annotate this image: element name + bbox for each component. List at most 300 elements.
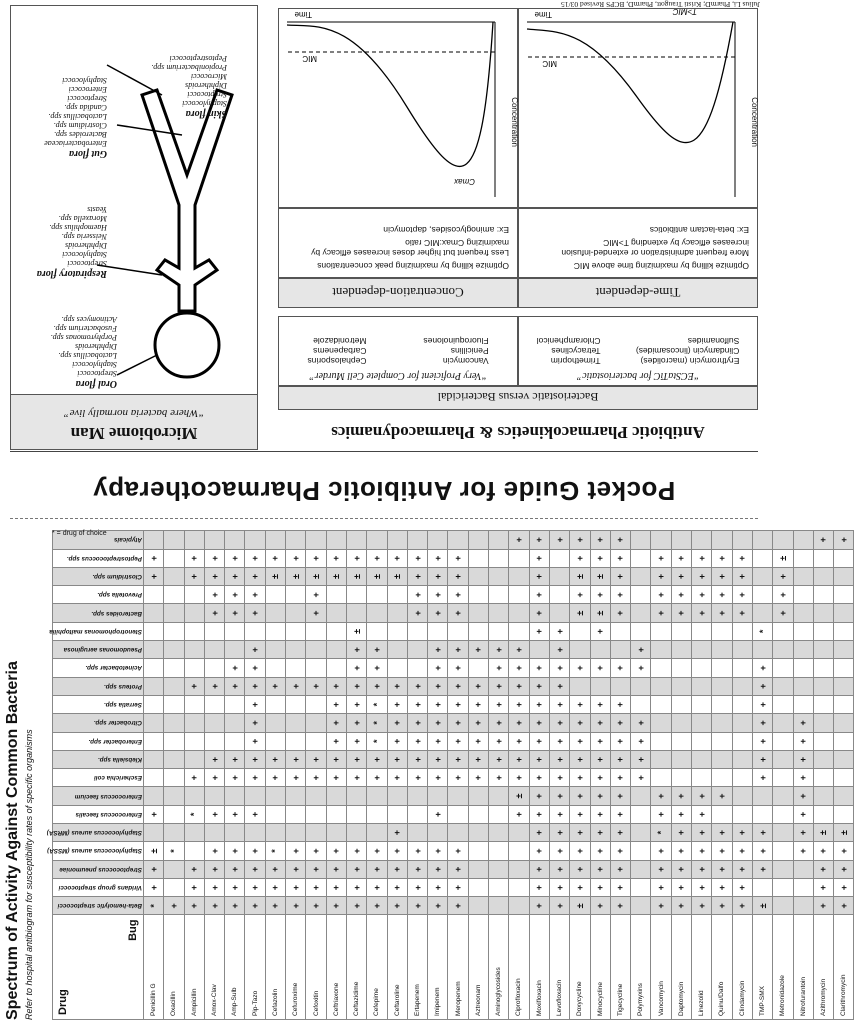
activity-cell [732, 787, 752, 805]
bug-header [46, 824, 144, 842]
activity-cell [631, 586, 651, 604]
mic-label: MIC [302, 54, 317, 63]
activity-cell [834, 695, 854, 713]
activity-cell: + [346, 549, 366, 567]
activity-cell [793, 878, 813, 896]
activity-cell [631, 549, 651, 567]
activity-cell [813, 769, 833, 787]
activity-cell: + [346, 677, 366, 695]
activity-cell: + [732, 897, 752, 915]
activity-cell [144, 677, 164, 695]
activity-cell [631, 695, 651, 713]
activity-cell: + [367, 897, 387, 915]
activity-cell [387, 787, 407, 805]
activity-cell: + [367, 641, 387, 659]
activity-cell: + [346, 659, 366, 677]
activity-cell: * [367, 732, 387, 750]
drug-name: Quinu/Dalfo [712, 915, 732, 1020]
activity-cell: + [671, 787, 691, 805]
activity-cell [834, 805, 854, 823]
concentration-dependent-header [278, 278, 518, 308]
drug-name: Ampicillin [184, 915, 204, 1020]
activity-cell: ± [570, 567, 590, 585]
activity-cell: + [448, 878, 468, 896]
drug-row [184, 531, 204, 1020]
bug-name: Viridans group streptococci [58, 884, 142, 892]
activity-cell: + [306, 897, 326, 915]
activity-cell [509, 549, 529, 567]
flora-item: Peptostreptococci [169, 54, 227, 63]
activity-cell: + [204, 604, 224, 622]
activity-cell: + [489, 641, 509, 659]
activity-cell [712, 769, 732, 787]
drug-name: Amp-Sulb [225, 915, 245, 1020]
drug-name: Linezolid [692, 915, 712, 1020]
activity-cell: + [286, 769, 306, 787]
activity-cell [509, 586, 529, 604]
activity-cell: + [651, 787, 671, 805]
activity-cell [631, 824, 651, 842]
activity-cell: + [529, 842, 549, 860]
activity-cell: + [346, 860, 366, 878]
activity-cell: + [184, 677, 204, 695]
activity-cell: + [448, 567, 468, 585]
activity-cell: + [346, 695, 366, 713]
bug-name: Enterococcus faecium [74, 792, 142, 800]
drug-name: Clarithromycin [834, 915, 854, 1020]
activity-cell [793, 604, 813, 622]
activity-cell: + [367, 750, 387, 768]
activity-cell [651, 750, 671, 768]
activity-cell [346, 824, 366, 842]
activity-cell: + [184, 769, 204, 787]
activity-cell [834, 622, 854, 640]
activity-cell [489, 897, 509, 915]
activity-cell: + [549, 878, 569, 896]
activity-cell: + [428, 695, 448, 713]
flora-title: Skin flora [185, 108, 227, 119]
activity-cell [834, 787, 854, 805]
activity-cell: + [407, 878, 427, 896]
drug-name: Meropenem [448, 915, 468, 1020]
bug-axis-label: Bug [127, 919, 139, 941]
activity-cell: + [590, 769, 610, 787]
bug-header [53, 695, 144, 713]
activity-cell: + [204, 878, 224, 896]
activity-cell [164, 677, 184, 695]
activity-cell: + [286, 897, 306, 915]
activity-cell: + [306, 549, 326, 567]
drug-name: Cefoxitin [306, 915, 326, 1020]
bug-name: Streptococcus pneumoniae [59, 865, 142, 873]
activity-cell [326, 604, 346, 622]
activity-cell: + [225, 586, 245, 604]
activity-cell: + [712, 897, 732, 915]
activity-cell [549, 549, 569, 567]
activity-cell [651, 622, 671, 640]
activity-cell [712, 659, 732, 677]
drug-name: TMP-SMX [752, 915, 772, 1020]
activity-cell [286, 805, 306, 823]
activity-cell: + [732, 842, 752, 860]
activity-cell [164, 824, 184, 842]
activity-cell: + [692, 805, 712, 823]
activity-cell: + [529, 604, 549, 622]
flora-item: Actinomyces spp. [61, 315, 117, 324]
activity-cell: + [549, 531, 569, 550]
activity-cell: + [610, 805, 630, 823]
activity-cell: + [204, 842, 224, 860]
activity-cell: + [448, 549, 468, 567]
drug-name: Vancomycin [651, 915, 671, 1020]
activity-cell [306, 659, 326, 677]
activity-cell [346, 586, 366, 604]
activity-cell: + [326, 842, 346, 860]
activity-cell [286, 659, 306, 677]
activity-cell [610, 641, 630, 659]
activity-cell [448, 805, 468, 823]
activity-cell [793, 897, 813, 915]
activity-cell: + [570, 586, 590, 604]
activity-cell [144, 586, 164, 604]
spectrum-title: Spectrum of Activity Against Common Bacteria [4, 661, 21, 1020]
activity-cell [813, 586, 833, 604]
activity-cell [773, 641, 793, 659]
activity-cell [184, 641, 204, 659]
activity-cell: + [529, 714, 549, 732]
activity-cell: + [549, 659, 569, 677]
drug-name: Oxacillin [164, 915, 184, 1020]
activity-cell [407, 622, 427, 640]
activity-cell [631, 531, 651, 550]
drug-name: Aztreonam [468, 915, 488, 1020]
activity-cell: + [529, 860, 549, 878]
activity-cell [813, 714, 833, 732]
activity-cell: + [225, 750, 245, 768]
drug-name: Tigecycline [610, 915, 630, 1020]
activity-cell: + [813, 897, 833, 915]
activity-cell: + [671, 878, 691, 896]
microbiome-title: Microbiome Man [70, 424, 198, 443]
activity-cell: + [610, 549, 630, 567]
activity-cell: + [164, 897, 184, 915]
activity-cell: + [509, 732, 529, 750]
bullet: More frequent administration or extended-infusion increases efficacy by extending T>MIC [561, 238, 749, 258]
activity-cell: + [306, 750, 326, 768]
activity-cell [225, 531, 245, 550]
drug-name: Penicillin G [144, 915, 164, 1020]
activity-cell: + [610, 842, 630, 860]
activity-cell [813, 695, 833, 713]
activity-cell: + [428, 897, 448, 915]
activity-cell [732, 769, 752, 787]
activity-cell: + [428, 860, 448, 878]
activity-cell [671, 659, 691, 677]
activity-cell [245, 787, 265, 805]
activity-cell: + [793, 769, 813, 787]
activity-cell [164, 750, 184, 768]
activity-cell [712, 695, 732, 713]
activity-cell: + [144, 549, 164, 567]
activity-cell: + [407, 695, 427, 713]
activity-cell: + [692, 824, 712, 842]
activity-cell [509, 604, 529, 622]
activity-cell [773, 824, 793, 842]
time-label: Time [294, 10, 312, 19]
activity-cell: + [407, 567, 427, 585]
activity-cell: + [610, 659, 630, 677]
drug-name: Azithromycin [813, 915, 833, 1020]
activity-cell [346, 531, 366, 550]
activity-cell [732, 531, 752, 550]
time-dependent-title: Time-dependent [595, 285, 681, 300]
drug-row [752, 531, 772, 1020]
activity-cell: + [448, 860, 468, 878]
activity-cell [813, 567, 833, 585]
activity-cell: + [326, 695, 346, 713]
drug-row [671, 531, 691, 1020]
activity-cell: + [326, 714, 346, 732]
static-drug: Tetracyclines [551, 346, 601, 356]
activity-cell: + [773, 586, 793, 604]
activity-cell: + [529, 695, 549, 713]
drug-name: Metronidazole [773, 915, 793, 1020]
activity-cell [489, 586, 509, 604]
activity-cell: + [549, 641, 569, 659]
activity-cell [265, 787, 285, 805]
activity-cell [204, 622, 224, 640]
activity-cell: + [306, 677, 326, 695]
bug-header [53, 878, 144, 896]
activity-cell: + [529, 805, 549, 823]
activity-cell [245, 824, 265, 842]
activity-cell: + [793, 750, 813, 768]
activity-cell [610, 677, 630, 695]
activity-cell: + [468, 695, 488, 713]
flora-item: Haemophilus spp. [49, 223, 107, 232]
activity-cell [773, 860, 793, 878]
activity-cell [489, 787, 509, 805]
activity-cell: + [549, 842, 569, 860]
activity-cell: + [346, 732, 366, 750]
drug-row [387, 531, 407, 1020]
activity-cell: + [204, 769, 224, 787]
activity-cell [184, 714, 204, 732]
activity-cell: + [509, 769, 529, 787]
bug-name: Escherichia coli [94, 774, 142, 782]
activity-cell: + [570, 805, 590, 823]
activity-cell: + [489, 769, 509, 787]
pkpd-section [278, 5, 758, 450]
activity-cell [813, 659, 833, 677]
cidal-drug: Metronidazole [313, 336, 367, 346]
activity-cell [692, 732, 712, 750]
activity-cell [265, 586, 285, 604]
activity-cell: + [245, 549, 265, 567]
activity-cell [509, 860, 529, 878]
pointer-arrow [117, 355, 157, 375]
activity-cell: + [367, 878, 387, 896]
drug-name: Moxifloxacin [529, 915, 549, 1020]
activity-cell [204, 732, 224, 750]
activity-cell: + [834, 842, 854, 860]
activity-cell [184, 750, 204, 768]
flora-item: Enterobacteriaceae [44, 139, 107, 148]
activity-cell: + [225, 549, 245, 567]
activity-cell: + [631, 769, 651, 787]
activity-cell: + [428, 714, 448, 732]
flora-item: Diphtheroids [65, 241, 107, 250]
activity-cell [204, 695, 224, 713]
activity-cell: + [468, 714, 488, 732]
activity-cell: + [346, 769, 366, 787]
activity-cell [448, 622, 468, 640]
activity-cell [286, 695, 306, 713]
drug-name: Ertapenem [407, 915, 427, 1020]
activity-cell [164, 695, 184, 713]
concentration-dependent-title: Concentration-dependent [332, 285, 464, 300]
activity-cell [286, 531, 306, 550]
activity-cell: + [407, 842, 427, 860]
activity-cell [509, 824, 529, 842]
pkpd-title: Antibiotic Pharmacokinetics & Pharmacodynamics [331, 423, 705, 442]
bug-name: Enterococcus faecalis [75, 810, 142, 818]
activity-cell: + [225, 567, 245, 585]
bug-name: Clostridium spp. [92, 573, 142, 581]
activity-cell: + [651, 897, 671, 915]
activity-cell [509, 622, 529, 640]
activity-cell: + [367, 677, 387, 695]
activity-cell [570, 641, 590, 659]
static-drug: Erythromycin (macrolides) [640, 356, 740, 366]
bug-name: Acinetobacter spp. [85, 664, 142, 672]
activity-cell: + [225, 897, 245, 915]
activity-cell [286, 787, 306, 805]
activity-cell: + [306, 586, 326, 604]
activity-cell: + [590, 805, 610, 823]
activity-cell [671, 714, 691, 732]
activity-cell: + [509, 714, 529, 732]
activity-cell [306, 695, 326, 713]
activity-cell [164, 604, 184, 622]
activity-cell: + [245, 586, 265, 604]
activity-cell: + [590, 659, 610, 677]
activity-cell [387, 659, 407, 677]
activity-cell: + [428, 659, 448, 677]
activity-cell [813, 805, 833, 823]
drug-name: Nitrofurantoin [793, 915, 813, 1020]
activity-cell [651, 714, 671, 732]
activity-cell [712, 531, 732, 550]
concentration-curve [527, 22, 733, 143]
activity-cell [732, 677, 752, 695]
activity-cell: + [428, 878, 448, 896]
activity-cell [144, 714, 164, 732]
static-drug: Clindamycin (lincosamides) [635, 346, 740, 356]
activity-cell: + [407, 860, 427, 878]
activity-cell [387, 641, 407, 659]
activity-cell: + [407, 769, 427, 787]
activity-cell: + [590, 531, 610, 550]
activity-cell [834, 604, 854, 622]
flora-item: Streptococci [187, 90, 227, 99]
activity-cell: + [671, 860, 691, 878]
activity-cell [773, 842, 793, 860]
activity-cell: + [367, 860, 387, 878]
microbiome-section [10, 5, 258, 450]
activity-cell: + [590, 695, 610, 713]
activity-cell: * [144, 897, 164, 915]
activity-cell: + [468, 641, 488, 659]
activity-cell: + [428, 567, 448, 585]
activity-cell: + [651, 604, 671, 622]
activity-cell: + [590, 897, 610, 915]
activity-cell [286, 641, 306, 659]
activity-cell: + [529, 897, 549, 915]
activity-cell: + [712, 586, 732, 604]
activity-cell: + [610, 695, 630, 713]
activity-cell [509, 878, 529, 896]
body-shape [142, 90, 232, 311]
flora-item: Streptococci [67, 259, 107, 268]
activity-cell: + [651, 805, 671, 823]
activity-cell: + [793, 805, 813, 823]
activity-cell: + [590, 750, 610, 768]
activity-cell [468, 787, 488, 805]
activity-cell: + [834, 531, 854, 550]
drug-row [164, 531, 184, 1020]
activity-cell: + [204, 549, 224, 567]
time-label: Time [534, 10, 552, 19]
activity-cell [712, 750, 732, 768]
activity-cell: + [671, 549, 691, 567]
activity-cell: + [184, 567, 204, 585]
drug-row [590, 531, 610, 1020]
flora-item: Staphylococci [182, 99, 227, 108]
activity-cell [509, 567, 529, 585]
activity-cell: + [834, 878, 854, 896]
activity-cell [306, 732, 326, 750]
activity-cell [367, 604, 387, 622]
activity-cell [367, 531, 387, 550]
drug-row [306, 531, 326, 1020]
activity-cell [448, 824, 468, 842]
activity-cell: + [529, 622, 549, 640]
activity-cell [773, 878, 793, 896]
activity-cell: + [204, 586, 224, 604]
activity-cell: + [590, 824, 610, 842]
tmic-label: T>MIC [672, 7, 697, 16]
activity-cell: ± [570, 604, 590, 622]
activity-cell [468, 622, 488, 640]
activity-cell: + [245, 878, 265, 896]
activity-cell [144, 787, 164, 805]
activity-cell [286, 604, 306, 622]
bug-header [53, 659, 144, 677]
spectrum-table-wrap [46, 530, 849, 1020]
activity-cell: + [692, 604, 712, 622]
guide-title: Pocket Guide for Antibiotic Pharmacotherapy [92, 476, 676, 506]
activity-cell: + [610, 824, 630, 842]
activity-cell [367, 824, 387, 842]
activity-cell [164, 769, 184, 787]
activity-cell [631, 622, 651, 640]
activity-cell: + [631, 641, 651, 659]
activity-cell: + [813, 842, 833, 860]
activity-cell: + [610, 531, 630, 550]
drug-row [773, 531, 793, 1020]
activity-cell: + [752, 695, 772, 713]
